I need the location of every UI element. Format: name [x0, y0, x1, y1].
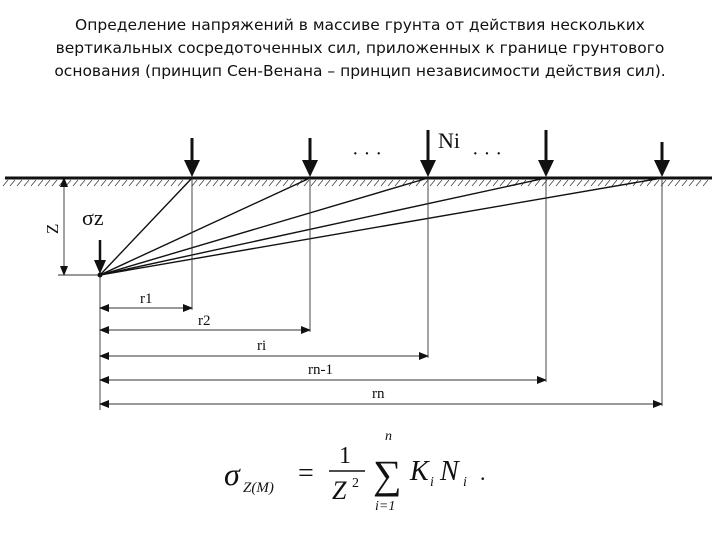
formula-term-k: K	[410, 456, 429, 487]
distance-label-rn: rn	[372, 386, 385, 402]
ellipsis-right: · · ·	[472, 143, 502, 165]
title-line-1: Определение напряжений в массиве грунта от действия нескольких	[75, 16, 645, 34]
title-line-2: вертикальных сосредоточенных сил, приложенных к границе грунтового	[55, 39, 665, 57]
formula-term-k-subscript: i	[430, 475, 434, 490]
formula-term-n-subscript: i	[463, 475, 467, 490]
force-label-ni: Ni	[438, 128, 460, 153]
force-arrow-n-1	[538, 130, 554, 177]
formula-period: .	[480, 460, 486, 485]
formula-sum-lower: i=1	[375, 499, 396, 514]
formula-term-n: N	[440, 456, 459, 487]
formula-sigma: σ	[224, 456, 240, 492]
distance-label-ri: ri	[257, 338, 267, 354]
force-arrows	[184, 130, 670, 177]
formula-sigma-subscript: Z(M)	[243, 480, 274, 496]
depth-label-z: Z	[43, 223, 62, 234]
force-arrow-1	[184, 138, 200, 177]
stress-formula	[224, 429, 486, 514]
point-m-stress	[94, 240, 106, 278]
formula-denominator-power: 2	[352, 476, 359, 491]
projection-lines	[100, 178, 662, 410]
distance-label-r2: r2	[198, 313, 211, 329]
ellipsis-left: · · ·	[352, 143, 382, 165]
formula-numerator: 1	[339, 443, 351, 469]
load-rays	[100, 178, 662, 275]
ground-surface	[3, 178, 712, 186]
force-arrow-n	[654, 142, 670, 177]
distance-label-r1: r1	[140, 291, 153, 307]
formula-sum-symbol: ∑	[373, 452, 402, 497]
title-line-3: основания (принцип Сен-Венана – принцип независимости действия сил).	[54, 62, 666, 80]
force-arrow-2	[302, 138, 318, 177]
formula-denominator: Z	[332, 476, 347, 505]
distance-label-rn-1: rn-1	[308, 362, 333, 378]
formula-equals: =	[298, 458, 314, 489]
stress-label-sigma-z: σz	[82, 205, 104, 230]
force-arrow-i	[420, 130, 436, 177]
formula-sum-upper: n	[385, 429, 392, 444]
